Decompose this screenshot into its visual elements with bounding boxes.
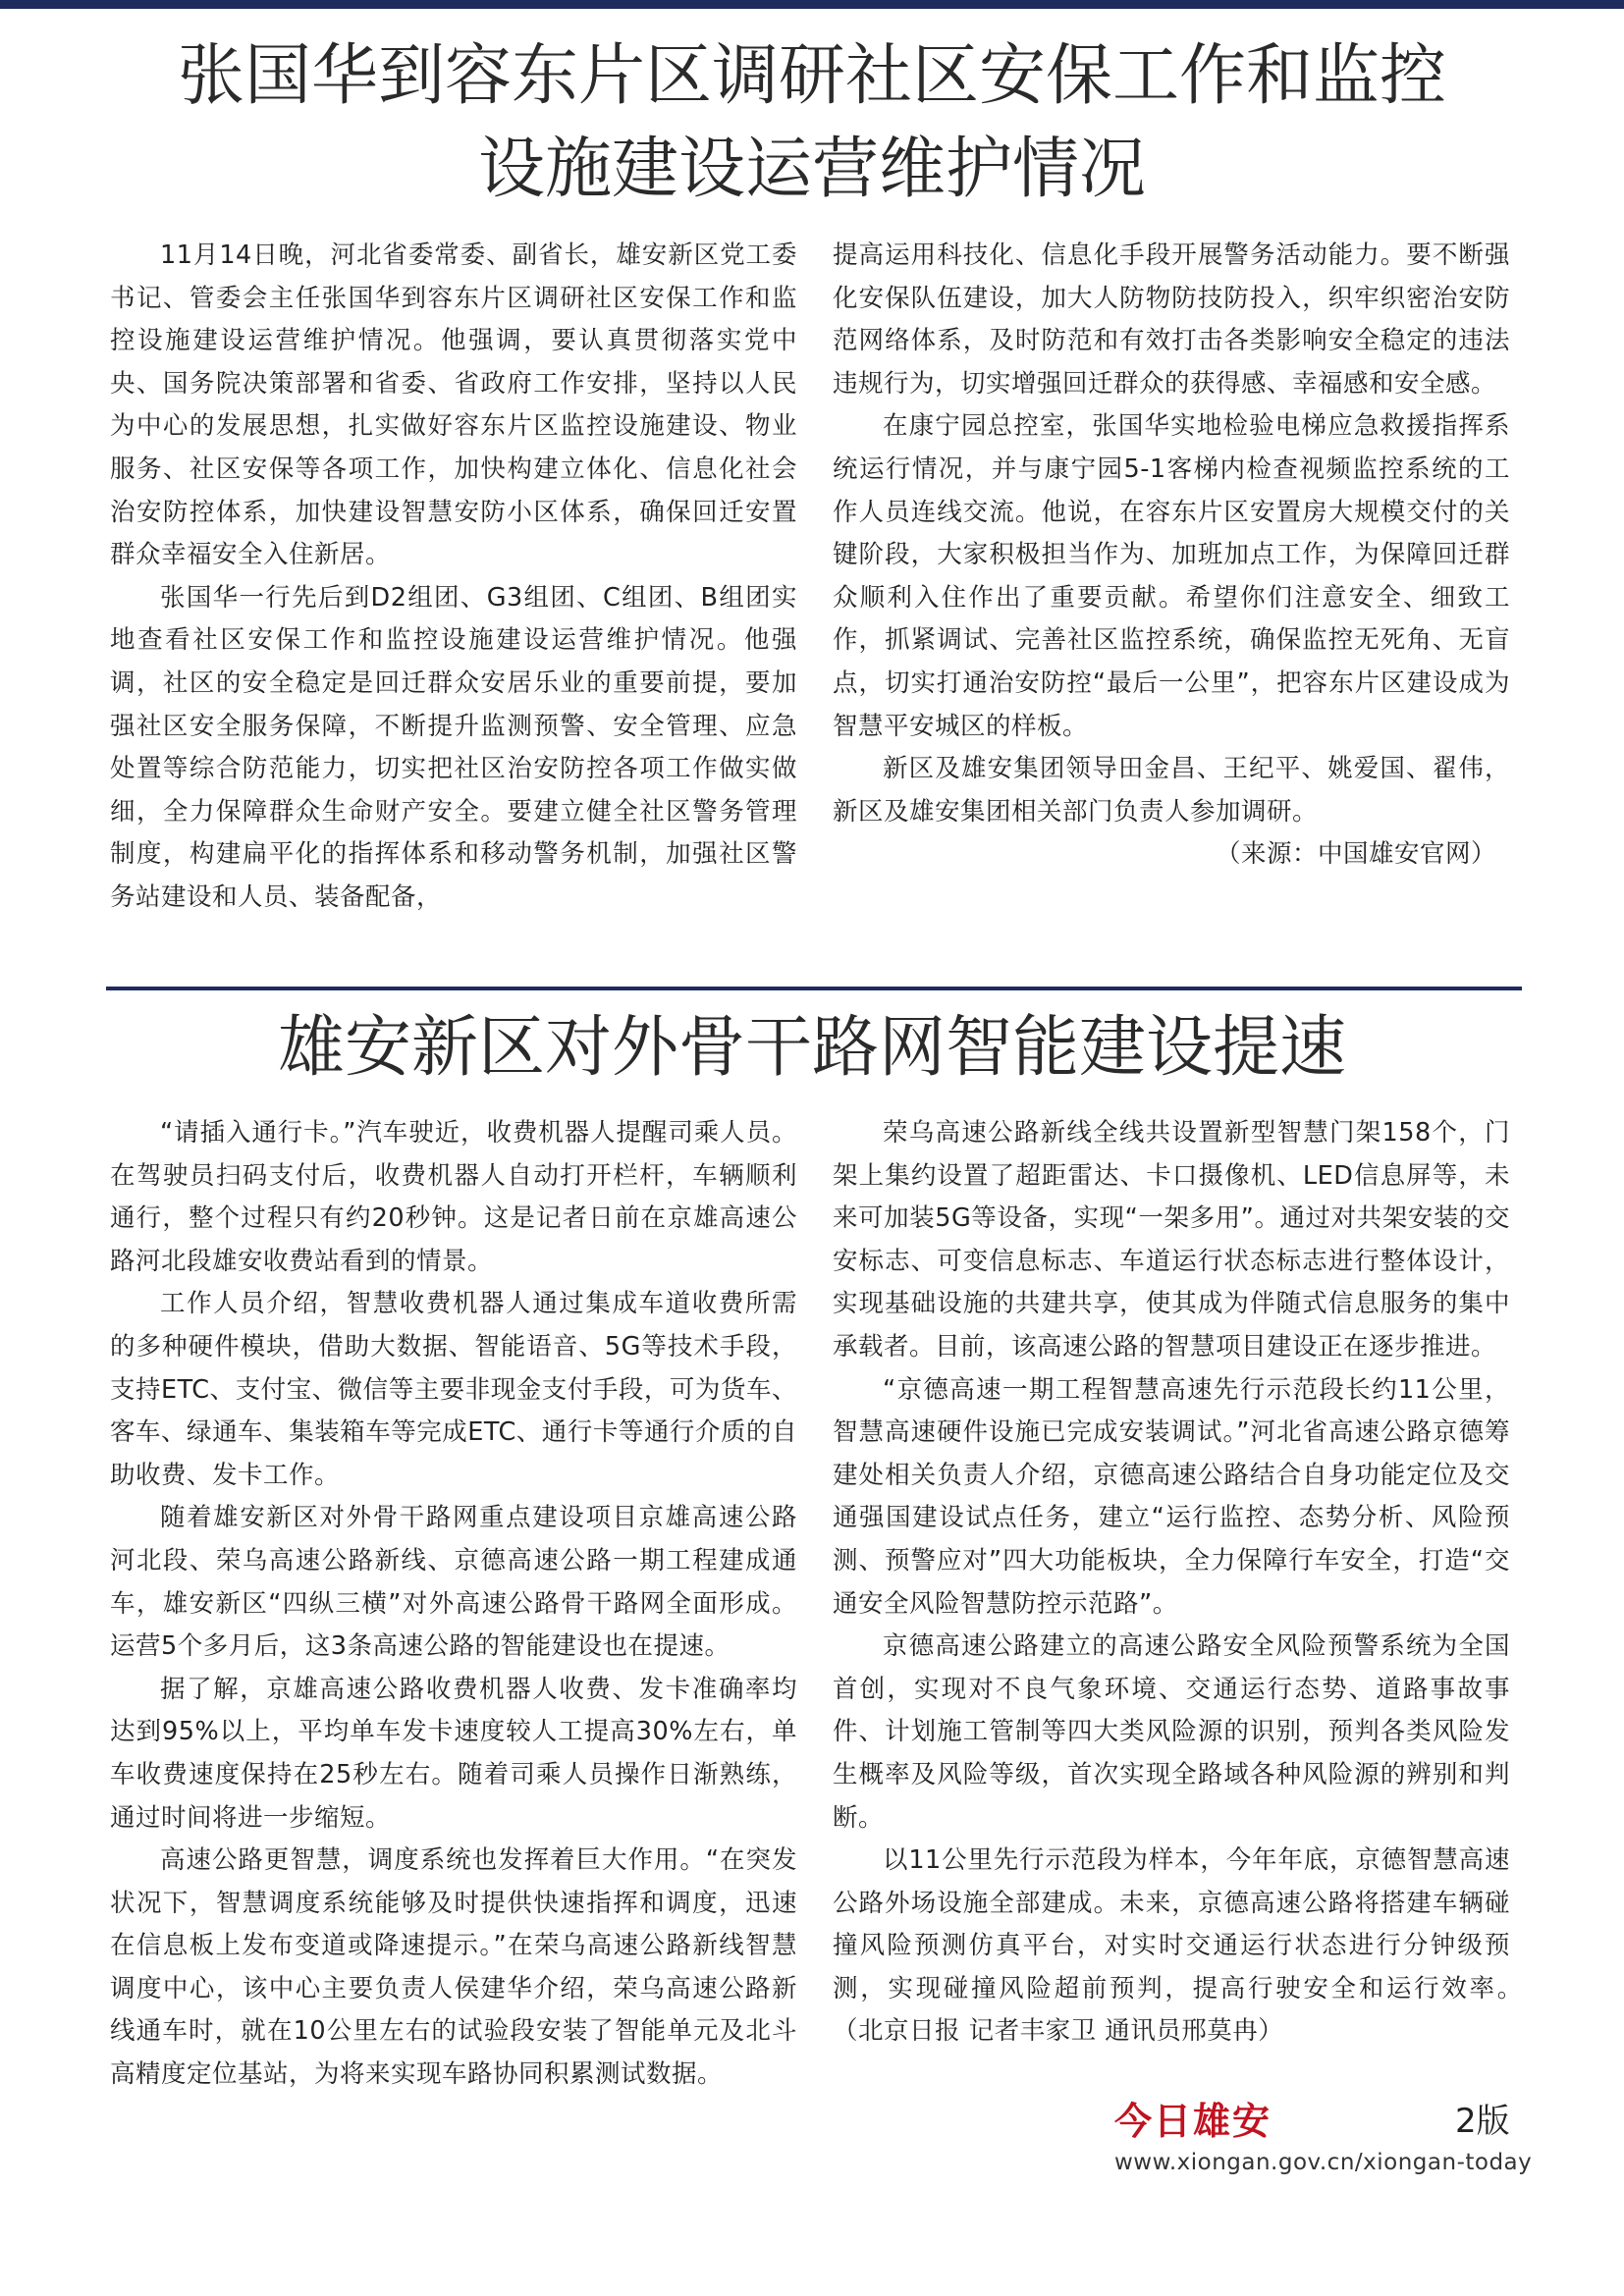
article1-paragraph: 张国华一行先后到D2组团、G3组团、C组团、B组团实地查看社区安保工作和监控设施建设运营维护情况。他强调，社区的安全稳定是回迁群众安居乐业的重要前提，要加强社区安全服务保障，不断提升监测预警、安全管理、应急处置等综合防范能力，切实把社区治安防控各项工作做实做细，全力保障群众生命财产安全。要建立健全社区警务管理制度，构建扁平化的指挥体系和移动警务机制，加强社区警务站建设和人员、装备配备， [110,582,797,912]
article1-right-column [833,235,1510,877]
article2-paragraph: 高速公路更智慧，调度系统也发挥着巨大作用。“在突发状况下，智慧调度系统能够及时提供快速指挥和调度，迅速在信息板上发布变道或降速提示。”在荣乌高速公路新线智慧调度中心，该中心主要负责人侯建华介绍，荣乌高速公路新线通车时，就在10公里左右的试验段安装了智能单元及北斗高精度定位基站，为将来实现车路协同积累测试数据。 [110,1845,797,2090]
article2-paragraph: “京德高速一期工程智慧高速先行示范段长约11公里，智慧高速硬件设施已完成安装调试。”河北省高速公路京德筹建处相关负责人介绍，京德高速公路结合自身功能定位及交通强国建设试点任务，建立“运行监控、态势分析、风险预测、预警应对”四大功能板块，全力保障行车安全，打造“交通安全风险智慧防控示范路”。 [833,1374,1510,1619]
article2-right-column [833,1112,1537,2054]
article2-paragraph: 据了解，京雄高速公路收费机器人收费、发卡准确率均达到95%以上，平均单车发卡速度较人工提高30%左右，单车收费速度保持在25秒左右。随着司乘人员操作日渐熟练，通过时间将进一步缩短。 [110,1674,797,1833]
article1-title [0,29,1624,216]
article2-paragraph: “请插入通行卡。”汽车驶近，收费机器人提醒司乘人员。在驾驶员扫码支付后，收费机器人自动打开栏杆，车辆顺利通行，整个过程只有约20秒钟。这是记者日前在京雄高速公路河北段雄安收费站看到的情景。 [110,1118,797,1276]
article1-paragraph: 新区及雄安集团领导田金昌、王纪平、姚爱国、翟伟，新区及雄安集团相关部门负责人参加调研。 [833,754,1510,827]
article2-paragraph: 京德高速公路建立的高速公路安全风险预警系统为全国首创，实现对不良气象环境、交通运行态势、道路事故事件、计划施工管制等四大类风险源的识别，预判各类风险发生概率及风险等级，首次实现全路域各种风险源的辨别和判断。 [833,1631,1510,1833]
article1-title-line2: 设施建设运营维护情况 [477,131,1146,208]
article1-paragraph: 11月14日晚，河北省委常委、副省长，雄安新区党工委书记、管委会主任张国华到容东片区调研社区安保工作和监控设施建设运营维护情况。他强调，要认真贯彻落实党中央、国务院决策部署和省委、省政府工作安排，坚持以人民为中心的发展思想，扎实做好容东片区监控设施建设、物业服务、社区安保等各项工作，加快构建立体化、信息化社会治安防控体系，加快建设智慧安防小区体系，确保回迁安置群众幸福安全入住新居。 [110,240,797,570]
page-number: 2版 [1455,2102,1510,2141]
article1-paragraph-continued: 提高运用科技化、信息化手段开展警务活动能力。要不断强化安保队伍建设，加大人防物防技防投入，织牢织密治安防范网络体系，及时防范和有效打击各类影响安全稳定的违法违规行为，切实增强回迁群众的获得感、幸福感和安全感。 [833,240,1510,399]
article2-left-column [110,1112,797,2097]
article2-paragraph: 以11公里先行示范段为样本，今年年底，京德智慧高速公路外场设施全部建成。未来，京德高速公路将搭建车辆碰撞风险预测仿真平台，对实时交通运行状态进行分钟级预测，实现碰撞风险超前预判，提高行驶安全和运行效率。 （北京日报 记者丰家卫 通讯员邢莫冉） [833,1845,1537,2047]
article2-paragraph: 荣乌高速公路新线全线共设置新型智慧门架158个，门架上集约设置了超距雷达、卡口摄像机、LED信息屏等，未来可加装5G等设备，实现“一架多用”。通过对共架安装的交安标志、可变信息标志、车道运行状态标志进行整体设计，实现基础设施的共建共享，使其成为伴随式信息服务的集中承载者。目前，该高速公路的智慧项目建设正在逐步推进。 [833,1118,1510,1362]
article-divider [106,987,1522,990]
website-url: www.xiongan.gov.cn/xiongan-today [1114,2150,1533,2175]
article2-title: 雄安新区对外骨干路网智能建设提速 [277,1009,1346,1087]
publication-logo: 今日雄安 [1114,2099,1272,2143]
article1-paragraph: 在康宁园总控室，张国华实地检验电梯应急救援指挥系统运行情况，并与康宁园5-1客梯内检查视频监控系统的工作人员连线交流。他说，在容东片区安置房大规模交付的关键阶段，大家积极担当作为、加班加点工作，为保障回迁群众顺利入住作出了重要贡献。希望你们注意安全、细致工作，抓紧调试、完善社区监控系统，确保监控无死角、无盲点，切实打通治安防控“最后一公里”，把容东片区建设成为智慧平安城区的样板。 [833,411,1510,741]
article1-title-line1: 张国华到容东片区调研社区安保工作和监控 [177,37,1446,115]
top-color-bar [0,0,1624,9]
article1-left-column [110,235,797,920]
article2-paragraph: 工作人员介绍，智慧收费机器人通过集成车道收费所需的多种硬件模块，借助大数据、智能语音、5G等技术手段，支持ETC、支付宝、微信等主要非现金支付手段，可为货车、客车、绿通车、集装箱车等完成ETC、通行卡等通行介质的自助收费、发卡工作。 [110,1289,797,1490]
article1-source: （来源：中国雄安官网） [1215,839,1496,870]
article2-paragraph: 随着雄安新区对外骨干路网重点建设项目京雄高速公路河北段、荣乌高速公路新线、京德高速公路一期工程建成通车，雄安新区“四纵三横”对外高速公路骨干路网全面形成。运营5个多月后，这3条高速公路的智能建设也在提速。 [110,1503,797,1662]
